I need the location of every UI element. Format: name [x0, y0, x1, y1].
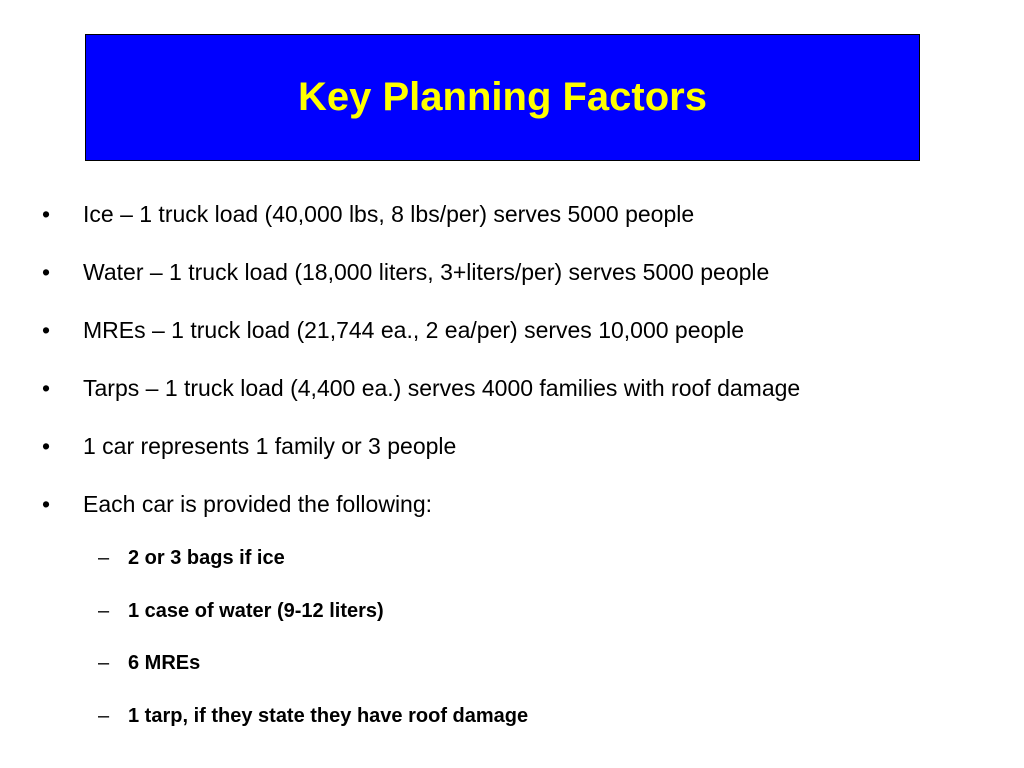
- bullet-item: [40, 366, 1010, 424]
- dash-marker: –: [98, 599, 110, 622]
- bullet-marker: •: [42, 491, 51, 517]
- bullet-item: [40, 424, 1010, 482]
- bullet-item: [40, 308, 1010, 366]
- sub-bullet-ice: 2 or 3 bags if ice: [128, 547, 285, 569]
- sub-bullet-mres: 6 MREs: [128, 652, 201, 674]
- sub-bullet-item: [98, 641, 978, 694]
- bullet-marker: •: [42, 259, 51, 285]
- bullet-text-water: Water – 1 truck load (18,000 liters, 3+liters/per) serves 5000 people: [83, 259, 770, 285]
- bullet-text-car-family: 1 car represents 1 family or 3 people: [83, 433, 457, 459]
- dash-marker: –: [98, 547, 110, 569]
- bullet-list: [40, 192, 1010, 540]
- bullet-marker: •: [42, 317, 51, 343]
- bullet-item: [40, 482, 1010, 540]
- title-banner: [85, 34, 920, 161]
- slide-title: Key Planning Factors: [298, 75, 707, 119]
- bullet-text-mres: MREs – 1 truck load (21,744 ea., 2 ea/per) serves 10,000 people: [83, 317, 745, 343]
- bullet-text-car-provided: Each car is provided the following:: [83, 491, 433, 517]
- bullet-text-tarps: Tarps – 1 truck load (4,400 ea.) serves 4000 families with roof damage: [83, 375, 801, 401]
- bullet-marker: •: [42, 375, 51, 401]
- bullet-item: [40, 250, 1010, 308]
- sub-bullet-tarp: 1 tarp, if they state they have roof damage: [128, 704, 529, 727]
- sub-bullet-item: [98, 536, 978, 589]
- dash-marker: –: [98, 704, 110, 727]
- sub-bullet-item: [98, 589, 978, 642]
- sub-bullet-item: [98, 694, 978, 747]
- sub-bullet-list: [98, 536, 978, 746]
- bullet-marker: •: [42, 201, 51, 227]
- bullet-marker: •: [42, 433, 51, 459]
- sub-bullet-water: 1 case of water (9-12 liters): [128, 599, 384, 622]
- dash-marker: –: [98, 652, 110, 674]
- bullet-text-ice: Ice – 1 truck load (40,000 lbs, 8 lbs/per) serves 5000 people: [83, 201, 695, 227]
- bullet-item: [40, 192, 1010, 250]
